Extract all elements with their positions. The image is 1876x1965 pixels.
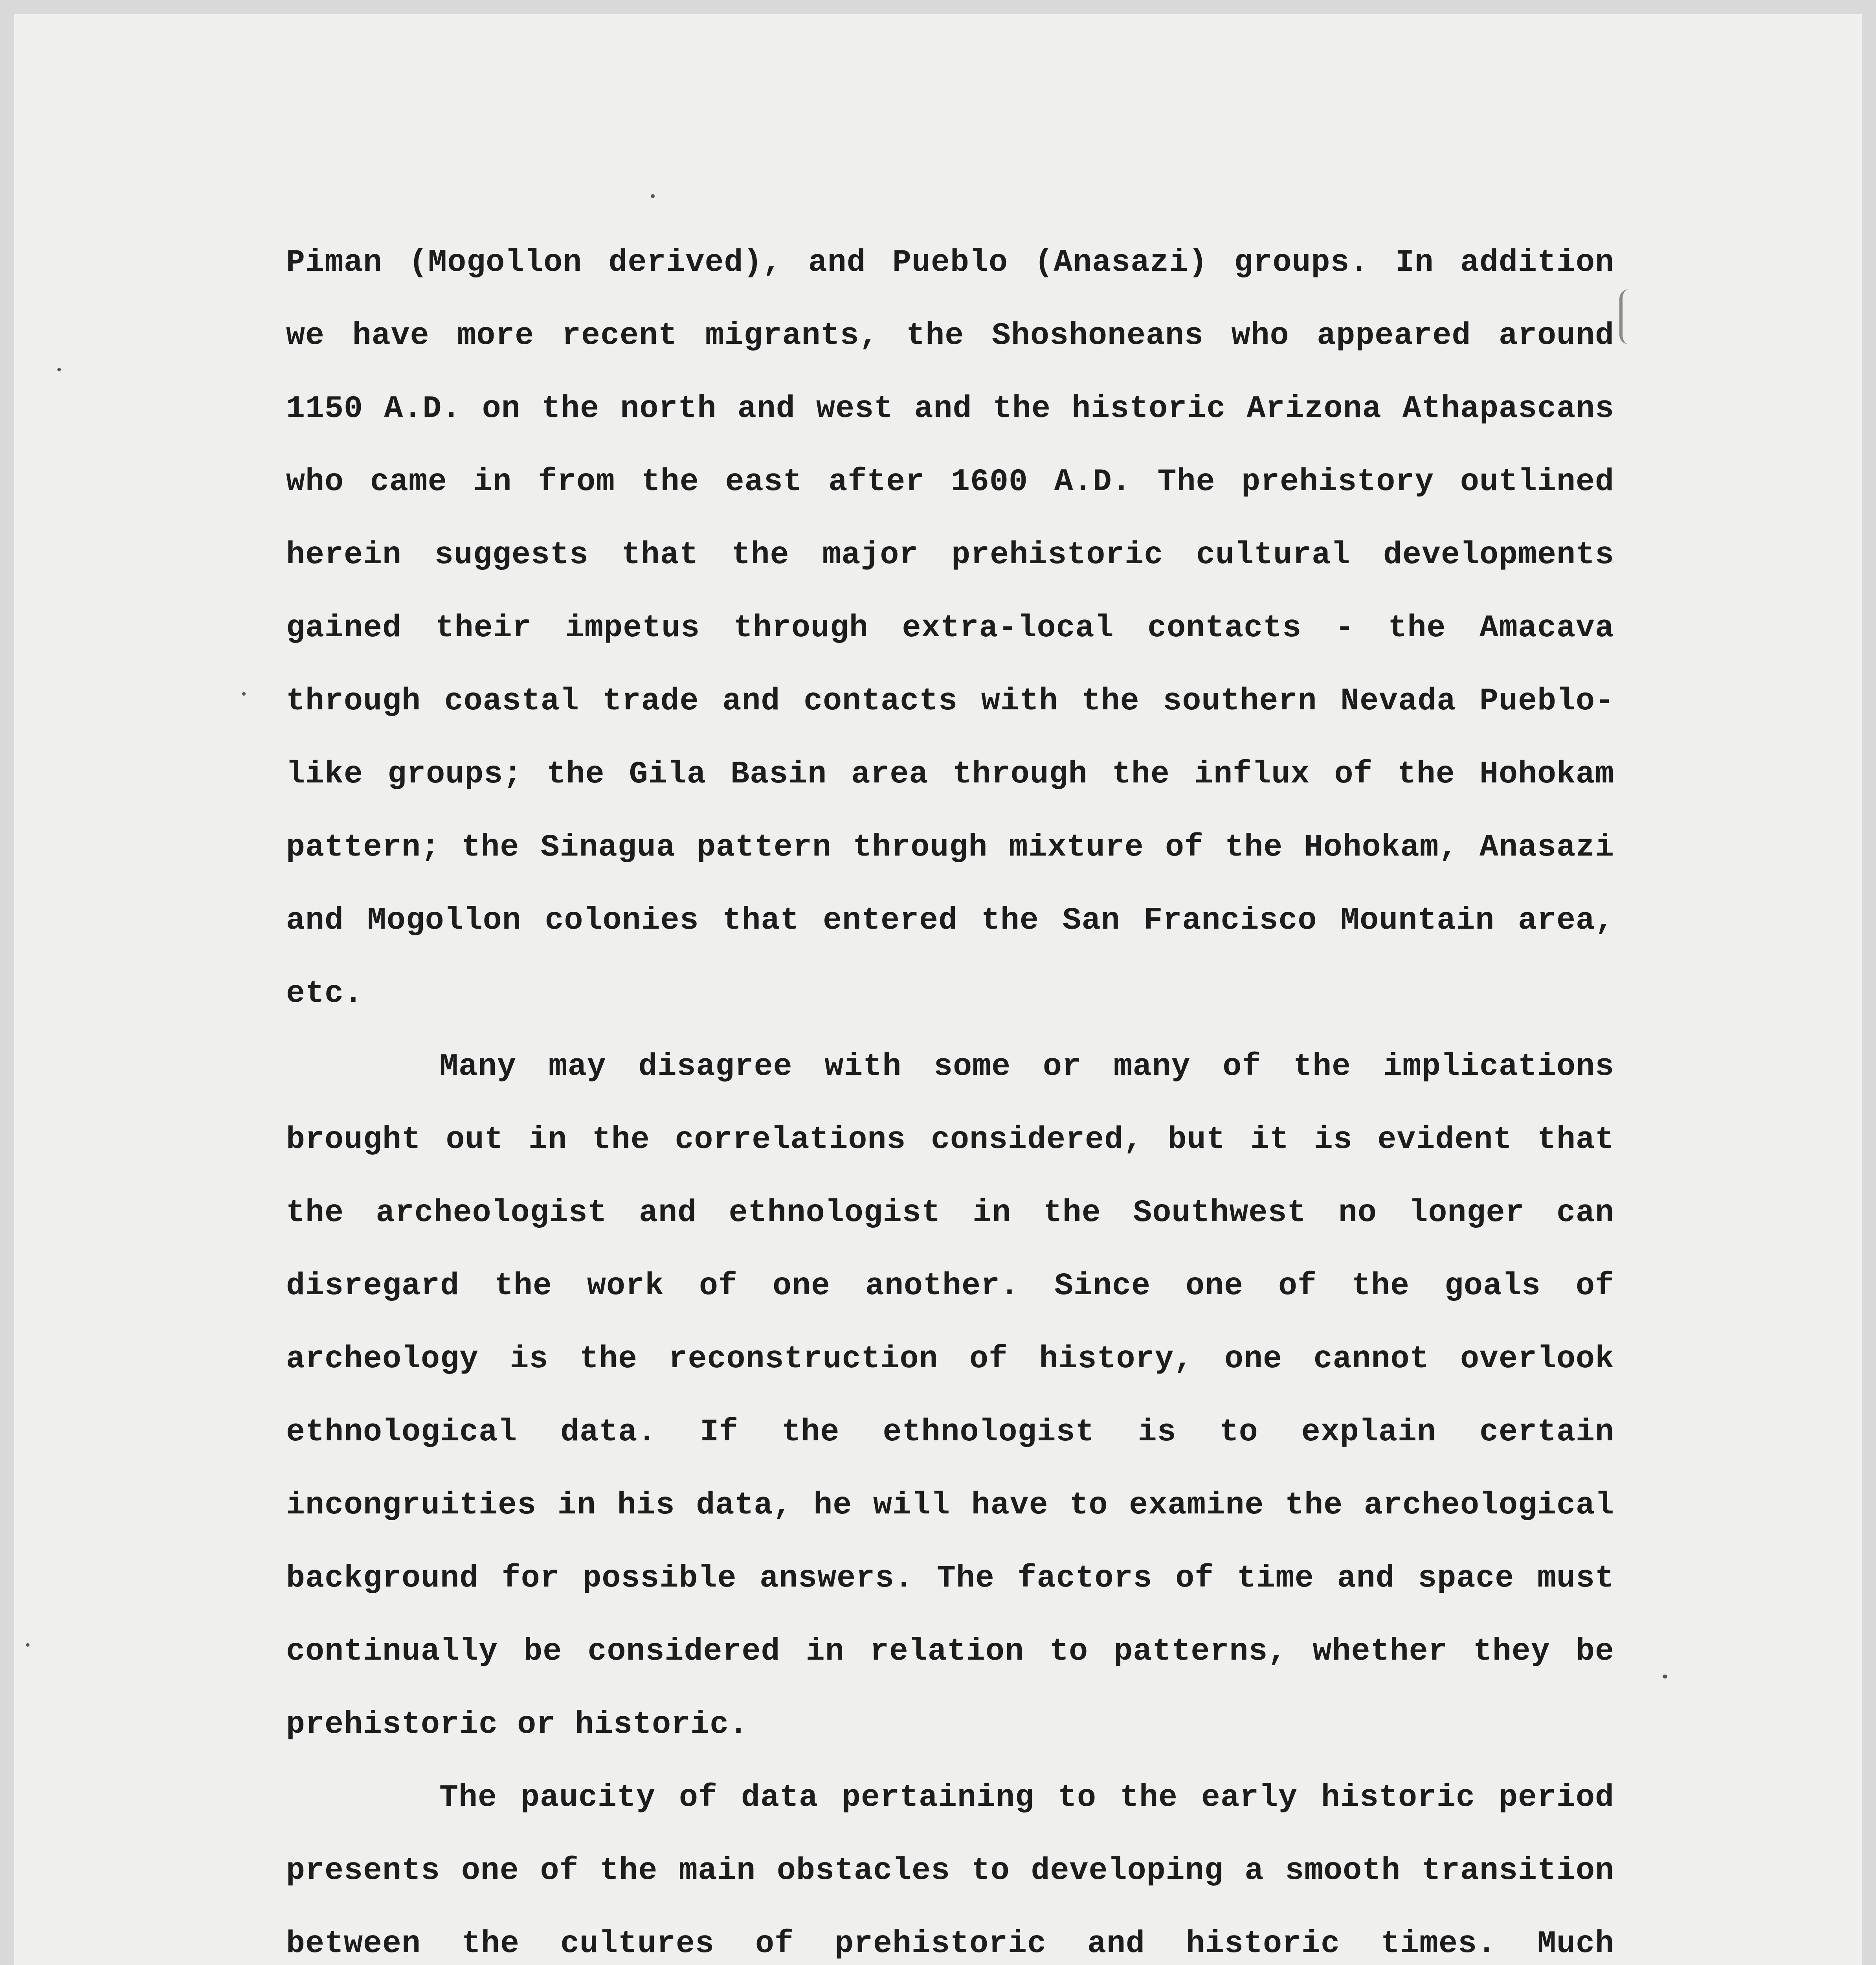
speck xyxy=(1663,1675,1667,1679)
speck xyxy=(242,692,246,696)
body-text xyxy=(286,226,1614,1965)
speck xyxy=(26,1643,29,1647)
speck xyxy=(57,368,61,371)
margin-mark xyxy=(1619,289,1629,344)
paragraph-2: Many may disagree with some or many of the implications brought out in the correlations considered, but it is evident that the archeologist and ethnologist in the Southwest no longer can disregard the work of one another. Since one of the goals of archeology is the reconstruction of history, one cannot overlook ethnological data. If the ethnologist is to explain certain incongruities in his data, he will have to examine the archeological background for possible answers. The factors of time and space must continually be considered in relation to patterns, whether they be prehistoric or historic. xyxy=(286,1049,1614,1743)
paragraph-3: The paucity of data pertaining to the early historic period presents one of the main obstacles to developing a smooth transition between the cultures of prehistoric and historic times. Much xyxy=(286,1780,1614,1962)
document-page xyxy=(14,14,1862,1965)
paragraph-1: Piman (Mogollon derived), and Pueblo (Anasazi) groups. In addition we have more recent migrants, the Shoshoneans who appeared around 1150 A.D. on the north and west and the historic Arizona Athapascans who came in from the east after 1600 A.D. The prehistory outlined herein suggests that the major prehistoric cultural developments gained their impetus through extra-local contacts - the Amacava through coastal trade and contacts with the southern Nevada Pueblo-like groups; the Gila Basin area through the influx of the Hohokam pattern; the Sinagua pattern through mixture of the Hohokam, Anasazi and Mogollon colonies that entered the San Francisco Mountain area, etc. xyxy=(286,245,1614,1012)
speck xyxy=(651,194,655,198)
